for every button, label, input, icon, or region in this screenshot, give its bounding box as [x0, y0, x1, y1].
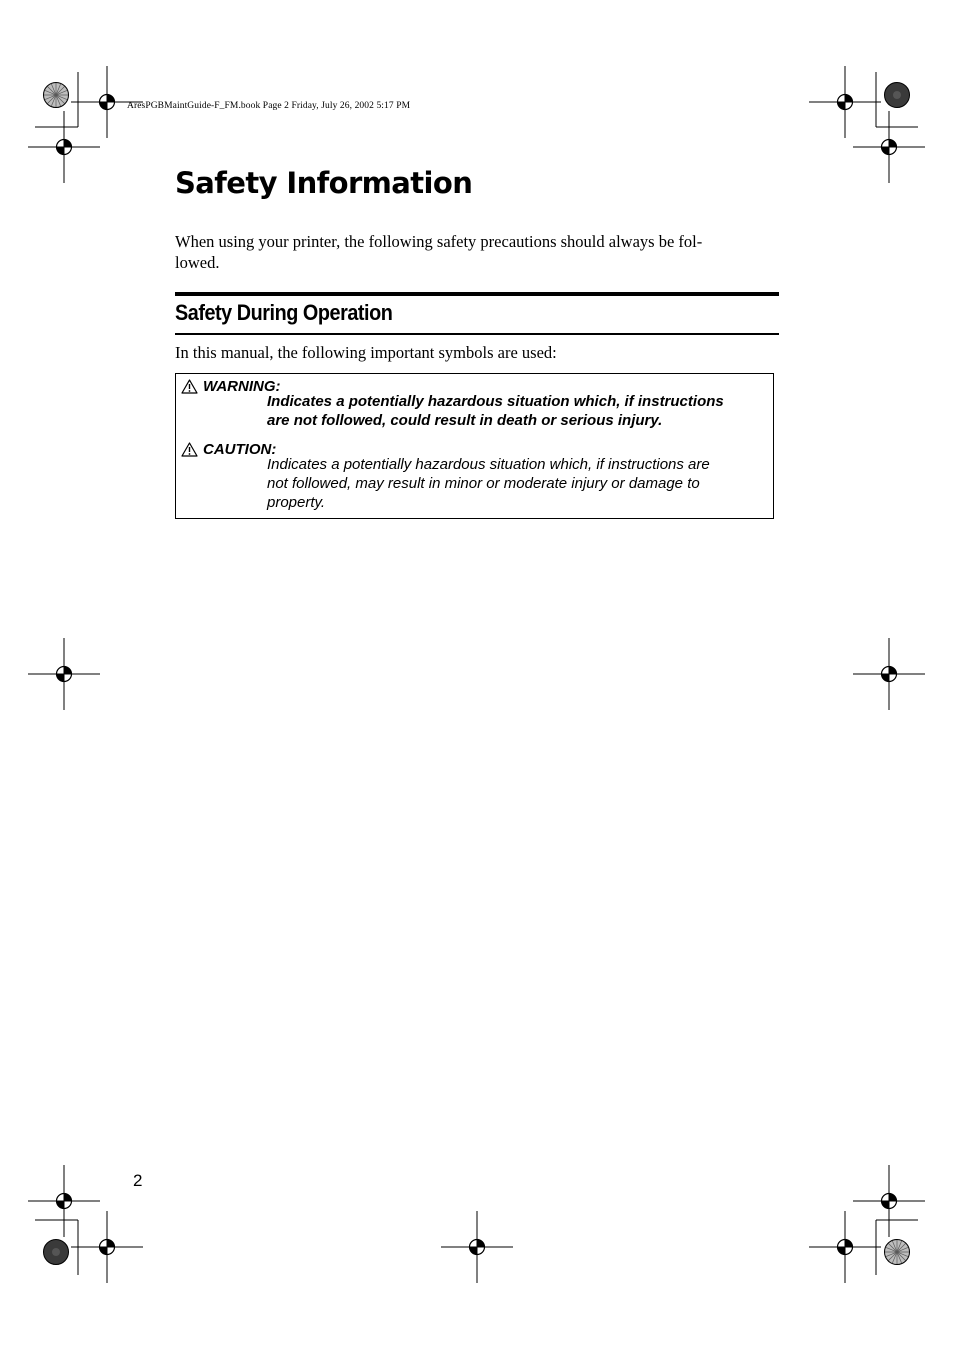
symbol-legend-box	[175, 373, 774, 519]
intro-paragraph	[175, 232, 780, 273]
print-header: AresPGBMaintGuide-F_FM.book Page 2 Friday, July 26, 2002 5:17 PM	[127, 101, 411, 111]
intro-line: lowed.	[175, 252, 220, 272]
page-title: Safety Information	[175, 166, 473, 200]
warning-description	[267, 392, 757, 430]
warning-line: Indicates a potentially hazardous situation which, if instructions	[267, 393, 724, 410]
warning-triangle-icon	[181, 442, 198, 457]
section-title: Safety During Operation	[175, 300, 393, 325]
warning-heading	[181, 378, 281, 395]
page-number: 2	[133, 1171, 143, 1190]
caution-line: Indicates a potentially hazardous situation which, if instructions are	[267, 456, 710, 473]
intro-line: When using your printer, the following safety precautions should always be fol-	[175, 232, 703, 251]
lead-text: In this manual, the following important symbols are used:	[175, 343, 557, 362]
warning-triangle-icon	[181, 379, 198, 394]
section-rule-top	[175, 292, 779, 296]
caution-line: property.	[267, 494, 326, 511]
caution-heading	[181, 441, 276, 458]
caution-label: CAUTION:	[203, 441, 277, 458]
caution-description	[267, 455, 757, 512]
warning-line: are not followed, could result in death or serious injury.	[267, 412, 663, 429]
warning-label: WARNING:	[203, 378, 281, 395]
caution-line: not followed, may result in minor or moderate injury or damage to	[267, 475, 700, 492]
section-rule-bottom	[175, 333, 779, 335]
